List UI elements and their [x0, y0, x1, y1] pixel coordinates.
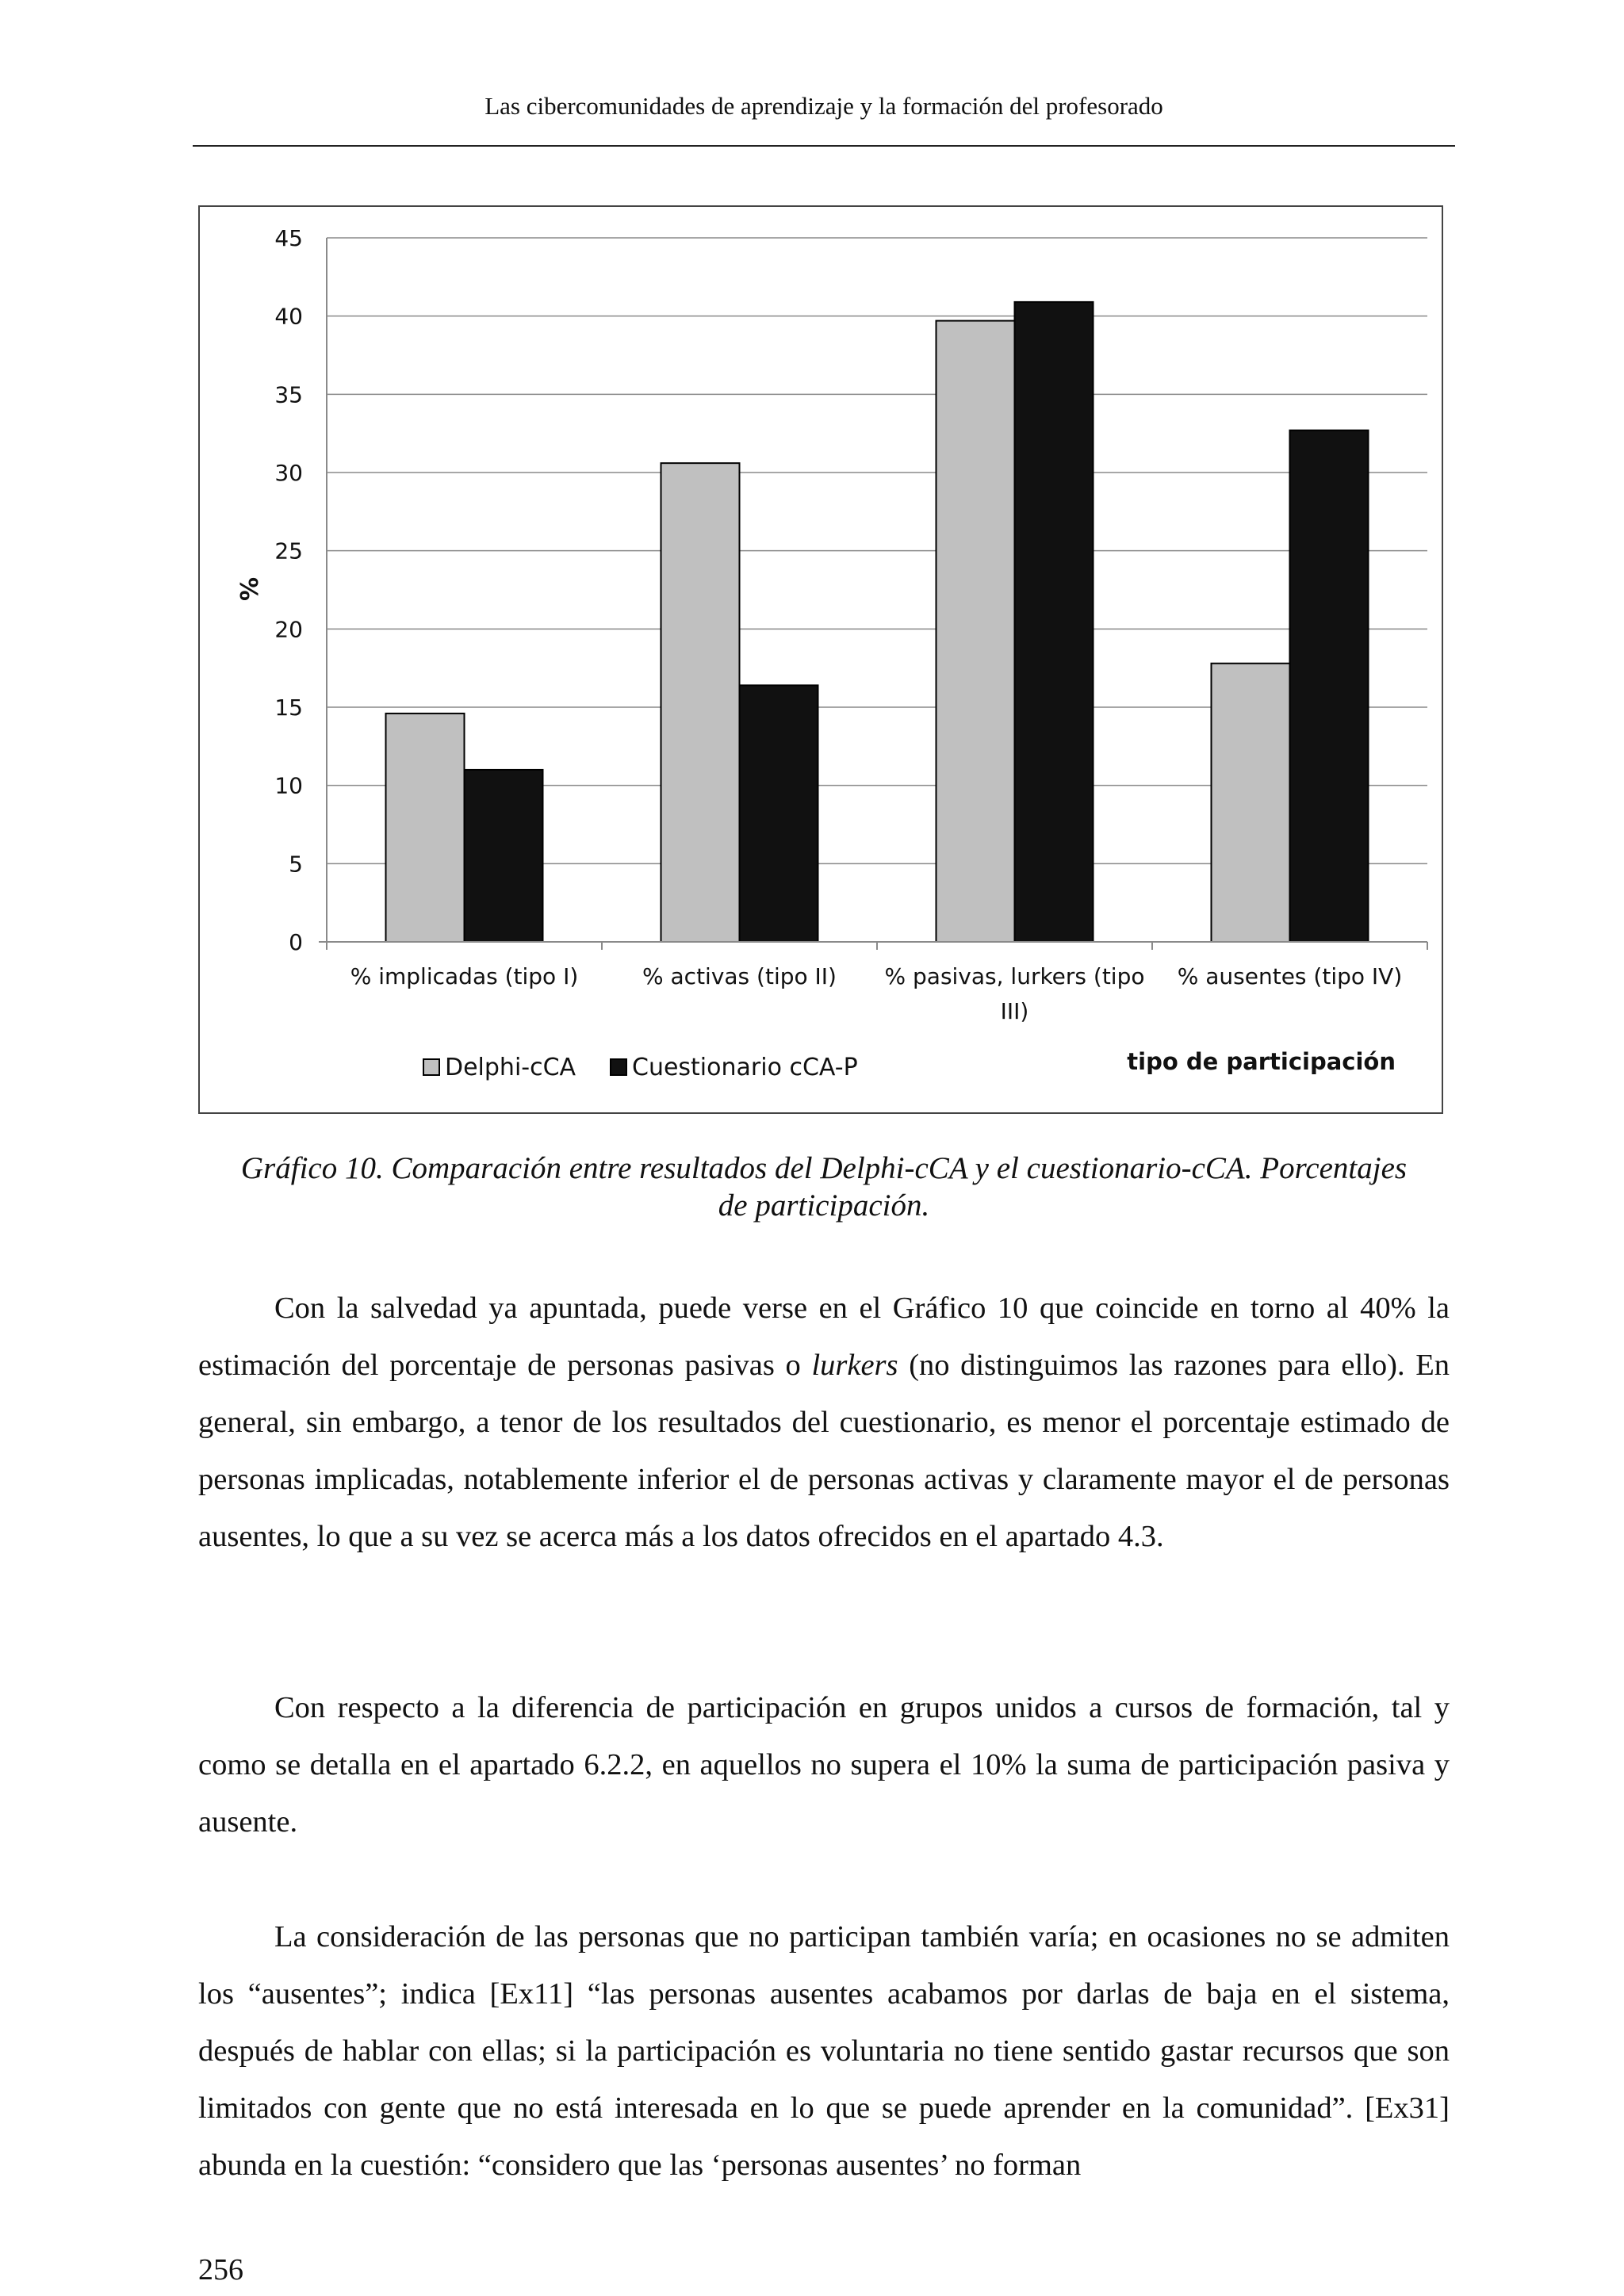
x-tick-label: % ausentes (tipo IV) — [1177, 963, 1403, 989]
paragraph-1 — [198, 1280, 1450, 1565]
y-tick-label: 5 — [289, 851, 303, 878]
page-number: 256 — [198, 2253, 243, 2286]
y-tick-label: 30 — [274, 460, 303, 486]
paragraph-2: Con respecto a la diferencia de participación en grupos unidos a cursos de formación, tal y como se detalla en el apartado 6.2.2, en aquellos no supera el 10% la suma de participación pasiva y ausente. — [198, 1691, 1450, 1839]
legend-swatch — [423, 1059, 439, 1075]
header-rule — [193, 145, 1455, 147]
bar-cuestionario — [1290, 430, 1369, 942]
paragraph-1-italic: lurkers — [811, 1349, 898, 1382]
y-tick-label: 15 — [274, 695, 303, 721]
bar-delphi — [661, 463, 740, 942]
bar-cuestionario — [1015, 302, 1094, 942]
y-tick-label: 40 — [274, 303, 303, 330]
y-tick-label: 10 — [274, 772, 303, 799]
bar-delphi — [936, 321, 1015, 942]
y-tick-label: 0 — [289, 929, 303, 955]
paragraph-1-text-a: Con la salvedad ya apuntada, puede verse en el Gráfico 10 que coincide en torno al 40% la estimación del porcentaje de personas pasivas o — [198, 1292, 1450, 1382]
y-tick-label: 25 — [274, 538, 303, 564]
x-tick-label: % activas (tipo II) — [642, 963, 837, 989]
y-tick-label: 20 — [274, 616, 303, 643]
y-axis-label: % — [236, 576, 264, 602]
paragraph-3: La consideración de las personas que no participan también varía; en ocasiones no se admiten los “ausentes”; indica [Ex11] “las personas ausentes acabamos por darlas de baja en el sistema, después de hablar con ellas; si la participación es voluntaria no tiene sentido gastar recursos que son limitados con gente que no está interesada en lo que se puede aprender en la comunidad”. [Ex31] abunda en la cuestión: “considero que las ‘personas ausentes’ no forman — [198, 1920, 1450, 2182]
bar-cuestionario — [740, 685, 818, 942]
x-tick-label: % implicadas (tipo I) — [350, 963, 579, 989]
bar-chart — [200, 207, 1442, 1112]
x-tick-label: III) — [1000, 998, 1029, 1024]
paragraph-1-text-b: (no distinguimos las razones para ello). En general, sin embargo, a tenor de los resultados del cuestionario, es menor el porcentaje estimado de personas implicadas, notablemente inferior el de personas activas y claramente mayor el de personas ausentes, lo que a su vez se acerca más a los datos ofrecidos en el apartado 4.3. — [198, 1349, 1450, 1553]
y-tick-label: 35 — [274, 381, 303, 408]
figure-caption — [193, 1150, 1455, 1224]
legend-label: Delphi-cCA — [445, 1054, 576, 1081]
y-tick-label: 45 — [274, 225, 303, 251]
legend-label: Cuestionario cCA-P — [632, 1054, 858, 1081]
running-header: Las cibercomunidades de aprendizaje y la formación del profesorado — [485, 92, 1163, 120]
bar-delphi — [1212, 664, 1290, 942]
x-tick-label: % pasivas, lurkers (tipo — [884, 963, 1145, 989]
chart-frame — [198, 205, 1443, 1114]
legend-swatch — [611, 1059, 626, 1075]
caption-line-1: Gráfico 10. Comparación entre resultados del Delphi-cCA y el cuestionario-cCA. Porcentajes — [240, 1151, 1408, 1185]
bar-delphi — [386, 714, 465, 942]
bar-cuestionario — [465, 770, 543, 942]
x-axis-title: tipo de participación — [1127, 1048, 1396, 1075]
caption-line-2: de participación. — [718, 1188, 930, 1223]
